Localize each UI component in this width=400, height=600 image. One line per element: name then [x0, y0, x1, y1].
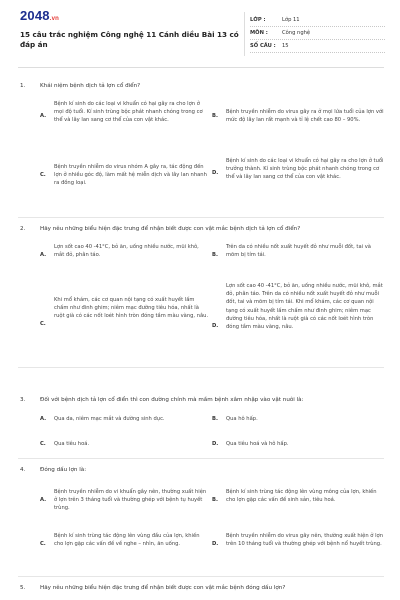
option-d[interactable]	[212, 440, 384, 450]
option-c[interactable]	[40, 163, 210, 193]
option-label: C.	[40, 441, 46, 447]
question-text: Đối với bệnh dịch tả lợn cổ điển thì con đường chính mà mầm bệnh xâm nhập vào vật nuôi là:	[40, 397, 304, 403]
meta-value: Công nghệ	[282, 30, 311, 36]
option-text: Qua da, niêm mạc mắt và đường sinh dục.	[54, 416, 165, 422]
header-divider	[18, 67, 384, 68]
option-label: D.	[212, 541, 219, 547]
option-b[interactable]	[212, 415, 384, 425]
meta-row-count	[250, 40, 385, 53]
option-text: Bệnh kí sinh trùng tác động lên vùng đầu của lợn, khiến cho lợn gặp các vấn đề về nghe – nhìn, ăn uống.	[54, 533, 200, 548]
option-text: Bệnh truyền nhiễm do virus nhóm A gây ra, tác động đến lợn ở nhiều góc độ, làm mất hệ miễn dịch và lây lan nhanh ra đồng loại.	[54, 164, 207, 187]
option-text: Qua tiêu hoá.	[54, 441, 90, 447]
option-c[interactable]	[40, 296, 210, 346]
meta-key: LỚP :	[250, 17, 266, 23]
meta-row-class	[250, 14, 385, 27]
option-b[interactable]	[212, 243, 384, 267]
option-text: Qua hô hấp.	[226, 416, 258, 422]
option-a[interactable]	[40, 100, 210, 140]
option-b[interactable]	[212, 488, 384, 514]
option-label: B.	[212, 416, 218, 422]
question-divider	[18, 217, 384, 218]
option-label: A.	[40, 497, 47, 503]
question-text: Hãy nêu những biểu hiện đặc trưng để nhận biết được con vật mắc bệnh dịch tả lợn cổ điển?	[40, 226, 301, 232]
option-label: A.	[40, 113, 47, 119]
option-label: B.	[212, 252, 218, 258]
option-d[interactable]	[212, 282, 384, 364]
question-divider	[18, 576, 384, 577]
meta-key: SỐ CÂU :	[250, 43, 276, 49]
meta-divider	[244, 12, 245, 56]
question-text: Đóng dấu lợn là:	[40, 467, 87, 473]
meta-value: Lớp 11	[282, 17, 300, 23]
logo-main: 2048	[20, 8, 50, 23]
option-a[interactable]	[40, 243, 210, 267]
question-number: 3.	[20, 397, 26, 403]
logo-sub: .vn	[49, 16, 60, 22]
option-label: D.	[212, 170, 219, 176]
option-label: B.	[212, 497, 218, 503]
option-text: Bệnh truyền nhiễm do vi khuẩn gây nên, thường xuất hiện ở lợn trên 3 tháng tuổi và thường ghép với bệnh tụ huyết trùng.	[54, 489, 207, 512]
option-d[interactable]	[212, 157, 384, 197]
option-text: Lợn sốt cao 40 -41°C, bỏ ăn, uống nhiều nước, mũi khô, mắt đỏ, phân táo. Trên da có nhiều nốt xuất huyết đỏ như muỗi đốt, tai và mõm bị tím tái. Khi mổ khám, các cơ quan nội tạng có xuất huyết lấm chấm như đinh ghim; niêm mạc đường tiêu hóa, nhất là ruột già có các nốt loét hình tròn đóng tầm màu vàng, nâu.	[226, 283, 383, 331]
option-text: Bệnh truyền nhiễm do virus gây nên, thường xuất hiện ở lợn trên 10 tháng tuổi và thường ghép với bệnh nổ huyết trùng.	[226, 533, 384, 548]
option-c[interactable]	[40, 440, 210, 450]
option-text: Lợn sốt cao 40 -41°C, bỏ ăn, uống nhiều nước, mũi khô, mắt đỏ, phân táo.	[54, 244, 199, 259]
option-a[interactable]	[40, 488, 210, 514]
option-text: Khi mổ khám, các cơ quan nội tạng có xuất huyết lấm chấm như đinh ghim; niêm mạc đường tiêu hóa, nhất là ruột già có các nốt loét hình tròn đóng tầm màu vàng, nâu.	[54, 297, 209, 320]
option-label: C.	[40, 541, 46, 547]
option-text: Qua tiêu hoá và hô hấp.	[226, 441, 289, 447]
option-label: C.	[40, 172, 46, 178]
option-text: Trên da có nhiều nốt xuất huyết đỏ như muỗi đốt, tai và mõm bị tím tái.	[226, 244, 371, 259]
question-text: Khái niệm bệnh dịch tả lợn cổ điển?	[40, 83, 141, 89]
meta-value: 15	[282, 43, 289, 49]
question-number: 2.	[20, 226, 26, 232]
option-text: Bệnh truyền nhiễm do virus gây ra ở mọi lứa tuổi của lợn với mức độ lây lan rất mạnh và tỉ lệ chết cao 80 – 90%.	[226, 109, 384, 124]
site-logo[interactable]	[20, 8, 59, 23]
option-text: Bệnh kí sinh trùng tác động lên vùng mông của lợn, khiến cho lợn gặp các vấn đề sinh sản, tiêu hoá.	[226, 489, 377, 504]
option-label: D.	[212, 441, 219, 447]
option-label: B.	[212, 113, 218, 119]
option-b[interactable]	[212, 108, 384, 142]
meta-box	[250, 14, 385, 53]
option-label: C.	[40, 321, 46, 327]
option-label: A.	[40, 416, 47, 422]
meta-row-subject	[250, 27, 385, 40]
option-label: D.	[212, 323, 219, 329]
question-divider	[18, 367, 384, 368]
question-number: 5.	[20, 585, 26, 591]
document-title: 15 câu trắc nghiệm Công nghệ 11 Cánh diều Bài 13 có đáp án	[20, 30, 239, 49]
option-a[interactable]	[40, 415, 210, 425]
question-text: Hãy nêu những biểu hiện đặc trưng để nhận biết được con vật mắc bệnh đóng dấu lợn?	[40, 585, 286, 591]
question-number: 1.	[20, 83, 26, 89]
option-label: A.	[40, 252, 47, 258]
option-c[interactable]	[40, 532, 210, 558]
option-text: Bệnh kí sinh do các loại vi khuẩn có hại gây ra cho lợn ở mọi độ tuổi. Kí sinh trùng bộc phát nhanh chóng trong cơ thể và lây lan sang cơ thể của con vật khác.	[54, 101, 203, 124]
meta-key: MÔN :	[250, 30, 268, 36]
option-d[interactable]	[212, 532, 384, 558]
question-divider	[18, 458, 384, 459]
option-text: Bệnh kí sinh do các loại vi khuẩn có hại gây ra cho lợn ở tuổi trưởng thành. Kí sinh trùng bộc phát nhanh chóng trong cơ thể và lây lan sang cơ thể của con vật khác.	[226, 158, 384, 181]
question-number: 4.	[20, 467, 26, 473]
